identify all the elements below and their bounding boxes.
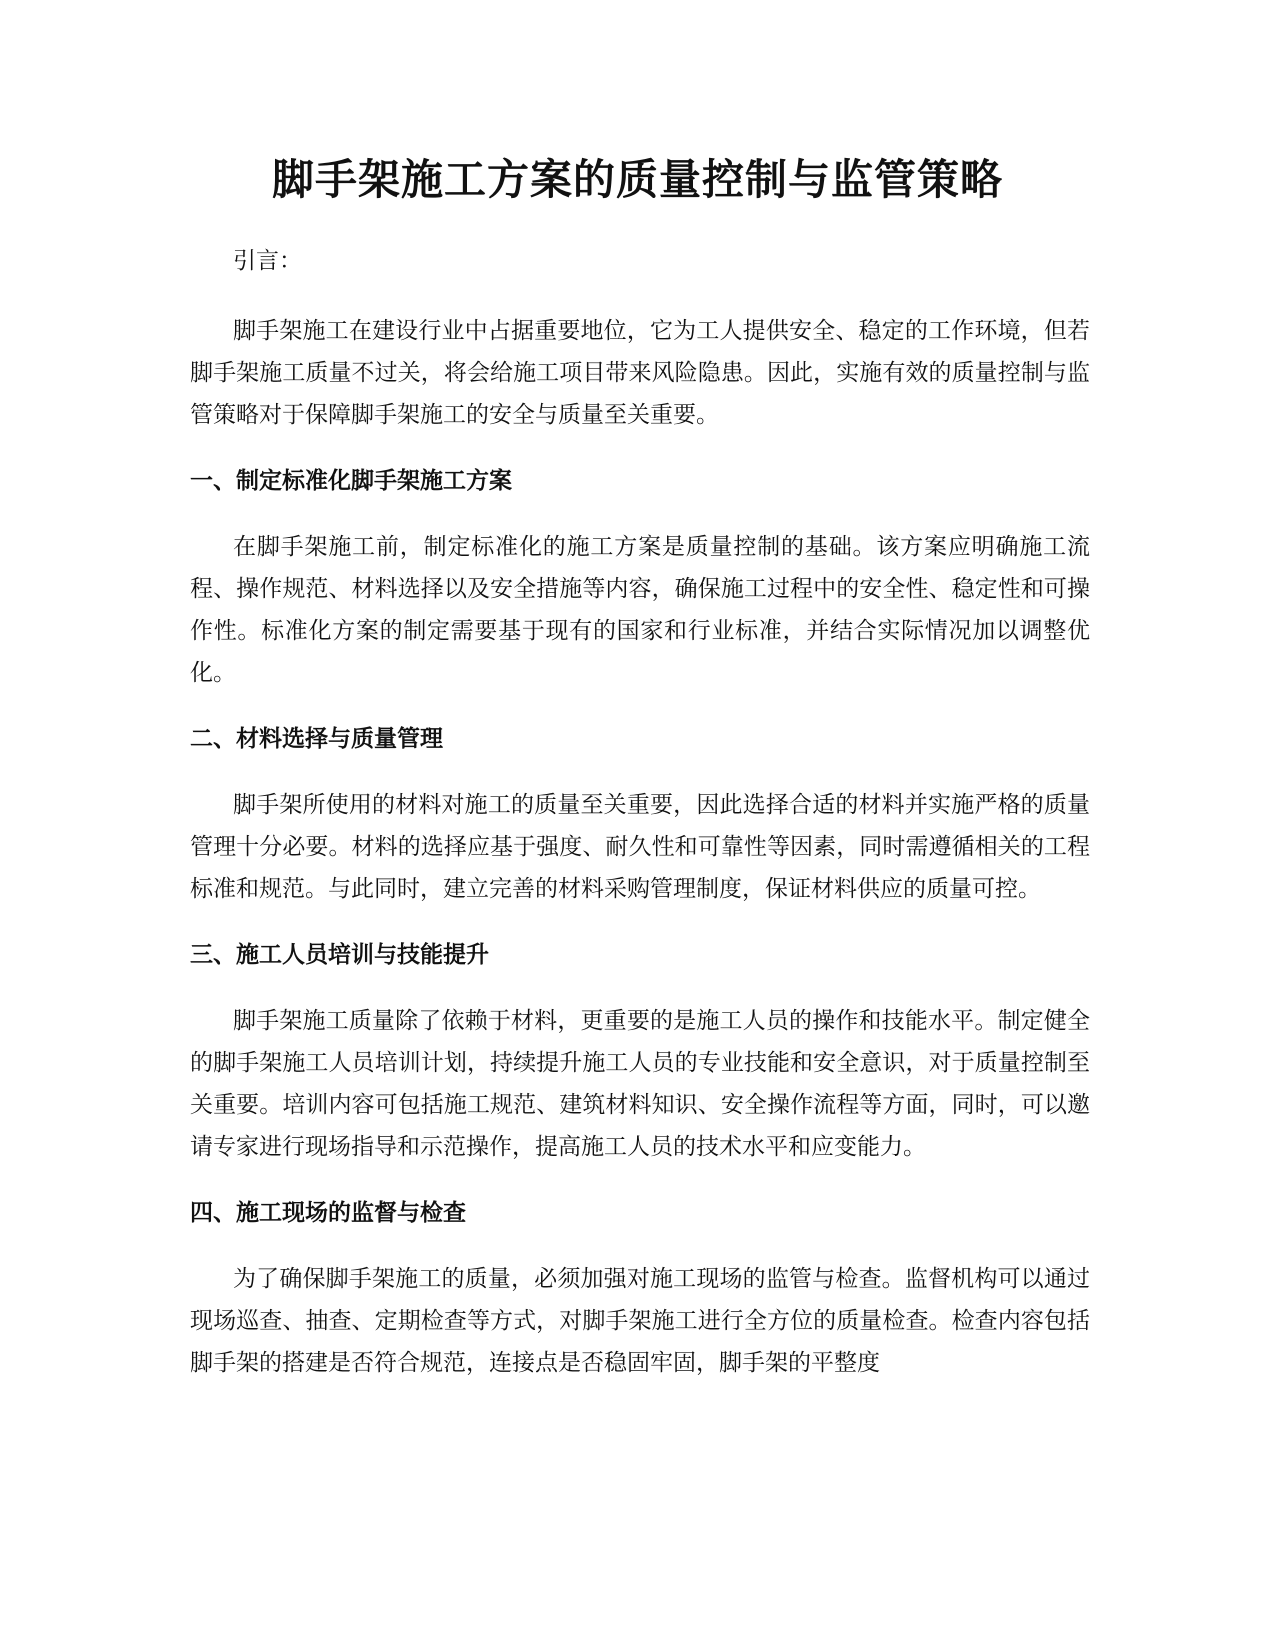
section-heading-4: 四、施工现场的监督与检查 [190, 1200, 466, 1226]
section-heading-2: 二、材料选择与质量管理 [190, 726, 443, 752]
document-title: 脚手架施工方案的质量控制与监管策略 [271, 155, 1003, 204]
section-paragraph-3: 脚手架施工质量除了依赖于材料，更重要的是施工人员的操作和技能水平。制定健全的脚手架施工人员培训计划，持续提升施工人员的专业技能和安全意识，对于质量控制至关重要。培训内容可包括施工规范、建筑材料知识、安全操作流程等方面，同时，可以邀请专家进行现场指导和示范操作，提高施工人员的技术水平和应变能力。 [190, 1008, 1090, 1160]
section-heading-3: 三、施工人员培训与技能提升 [190, 942, 489, 968]
section-paragraph-1: 在脚手架施工前，制定标准化的施工方案是质量控制的基础。该方案应明确施工流程、操作规范、材料选择以及安全措施等内容，确保施工过程中的安全性、稳定性和可操作性。标准化方案的制定需要基于现有的国家和行业标准，并结合实际情况加以调整优化。 [190, 534, 1090, 686]
document-body [190, 240, 1090, 1408]
section-heading-1: 一、制定标准化脚手架施工方案 [190, 468, 512, 494]
intro-label: 引言： [233, 248, 302, 274]
intro-paragraph: 脚手架施工在建设行业中占据重要地位，它为工人提供安全、稳定的工作环境，但若脚手架施工质量不过关，将会给施工项目带来风险隐患。因此，实施有效的质量控制与监管策略对于保障脚手架施工的安全与质量至关重要。 [190, 318, 1090, 428]
section-paragraph-4: 为了确保脚手架施工的质量，必须加强对施工现场的监管与检查。监督机构可以通过现场巡查、抽查、定期检查等方式，对脚手架施工进行全方位的质量检查。检查内容包括脚手架的搭建是否符合规范，连接点是否稳固牢固，脚手架的平整度 [190, 1266, 1090, 1376]
section-paragraph-2: 脚手架所使用的材料对施工的质量至关重要，因此选择合适的材料并实施严格的质量管理十分必要。材料的选择应基于强度、耐久性和可靠性等因素，同时需遵循相关的工程标准和规范。与此同时，建立完善的材料采购管理制度，保证材料供应的质量可控。 [190, 792, 1090, 902]
